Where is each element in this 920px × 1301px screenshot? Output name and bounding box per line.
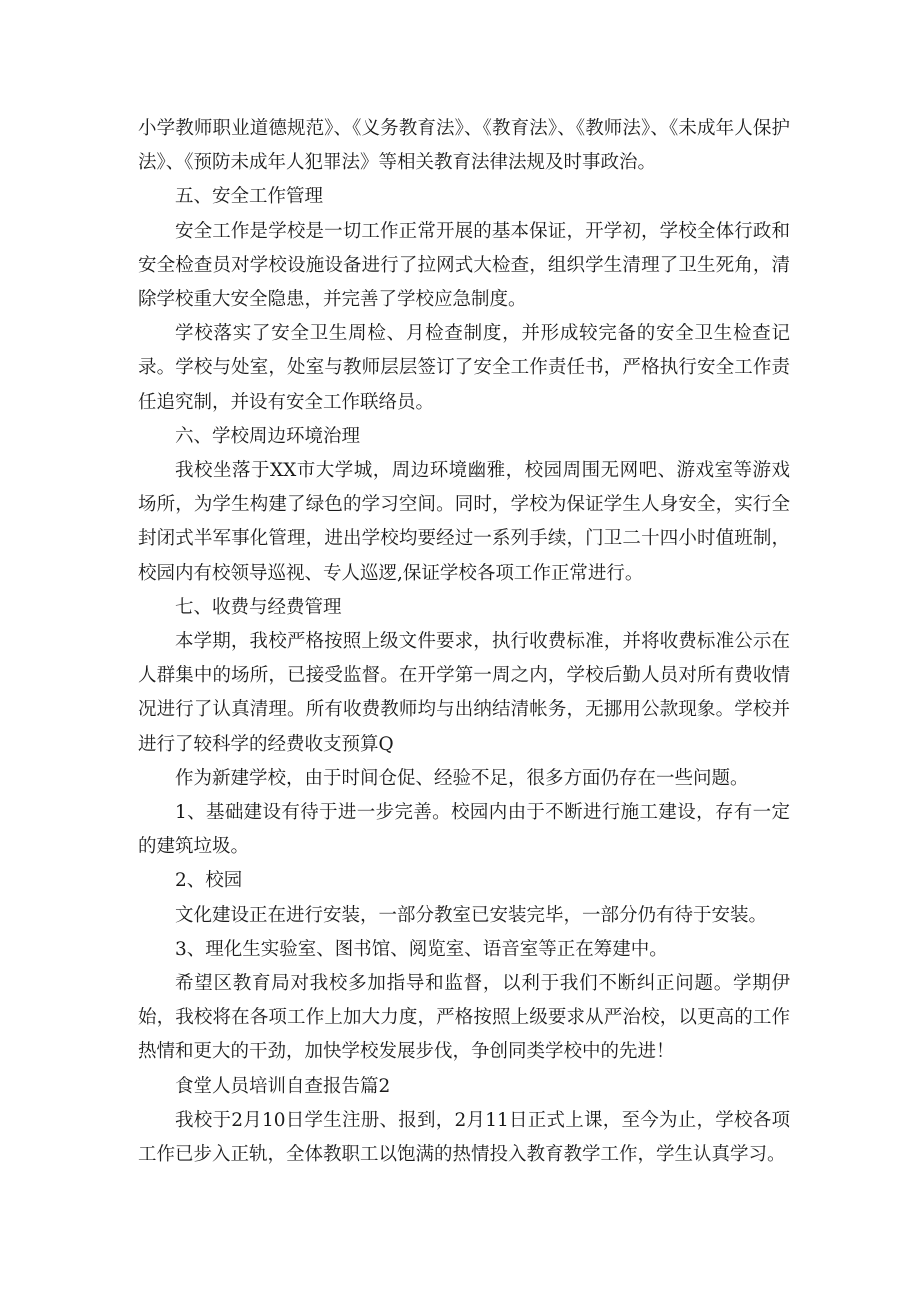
paragraph-environment: 我校坐落于XX市大学城，周边环境幽雅，校园周围无网吧、游戏室等游戏场所，为学生构建了绿色的学习空间。同时，学校为保证学生人身安全，实行全封闭式半军事化管理，进出学校均要经过一系列手续，门卫二十四小时值班制，校园内有校领导巡视、专人巡逻,保证学校各项工作正常进行。 — [138, 460, 790, 584]
problem-item-1: 1、基础建设有待于进一步完善。校园内由于不断进行施工建设，存有一定的建筑垃圾。 — [138, 802, 790, 858]
paragraph-report-2-intro: 我校于2月10日学生注册、报到，2月11日正式上课，至今为止，学校各项工作已步入正轨，全体教职工以饱满的热情投入教育教学工作，学生认真学习。 — [138, 1109, 790, 1166]
paragraph-conclusion: 希望区教育局对我校多加指导和监督，以利于我们不断纠正问题。学期伊始，我校将在各项工作上加大力度，严格按照上级要求从严治校，以更高的工作热情和更大的干劲，加快学校发展步伐，争创同类学校中的先进！ — [138, 973, 790, 1063]
problem-item-3: 3、理化生实验室、图书馆、阅览室、语音室等正在筹建中。 — [175, 938, 668, 960]
paragraph-safety-inspection: 安全工作是学校是一切工作正常开展的基本保证，开学初，学校全体行政和安全检查员对学校设施设备进行了拉网式大检查，组织学生清理了卫生死角，清除学校重大安全隐患，并完善了学校应急制度。 — [138, 220, 790, 311]
paragraph-fees: 本学期，我校严格按照上级文件要求，执行收费标准，并将收费标准公示在人群集中的场所，已接受监督。在开学第一周之内，学校后勤人员对所有费收情况进行了认真清理。所有收费教师均与出纳结清帐务，无挪用公款现象。学校并进行了较科学的经费收支预算Q — [138, 631, 790, 755]
heading-safety-management: 五、安全工作管理 — [175, 186, 324, 208]
problem-item-2: 2、校园 — [175, 870, 243, 892]
paragraph-safety-responsibility: 学校落实了安全卫生周检、月检查制度，并形成较完备的安全卫生检查记录。学校与处室，处室与教师层层签订了安全工作责任书，严格执行安全工作责任追究制，并设有安全工作联络员。 — [138, 323, 790, 413]
section-title-report-2: 食堂人员培训自查报告篇2 — [175, 1075, 391, 1097]
heading-environment: 六、学校周边环境治理 — [175, 425, 361, 447]
heading-fees: 七、收费与经费管理 — [175, 596, 342, 618]
paragraph-problems-intro: 作为新建学校，由于时间仓促、经验不足，很多方面仍存在一些问题。 — [175, 767, 749, 789]
paragraph-legal-education: 小学教师职业道德规范》、《义务教育法》、《教育法》、《教师法》、《未成年人保护法》、《预防未成年人犯罪法》等相关教育法律法规及时事政治。 — [138, 118, 790, 174]
document-body — [138, 112, 790, 1172]
problem-item-2-continued: 文化建设正在进行安装，一部分教室已安装完毕，一部分仍有待于安装。 — [175, 904, 768, 926]
